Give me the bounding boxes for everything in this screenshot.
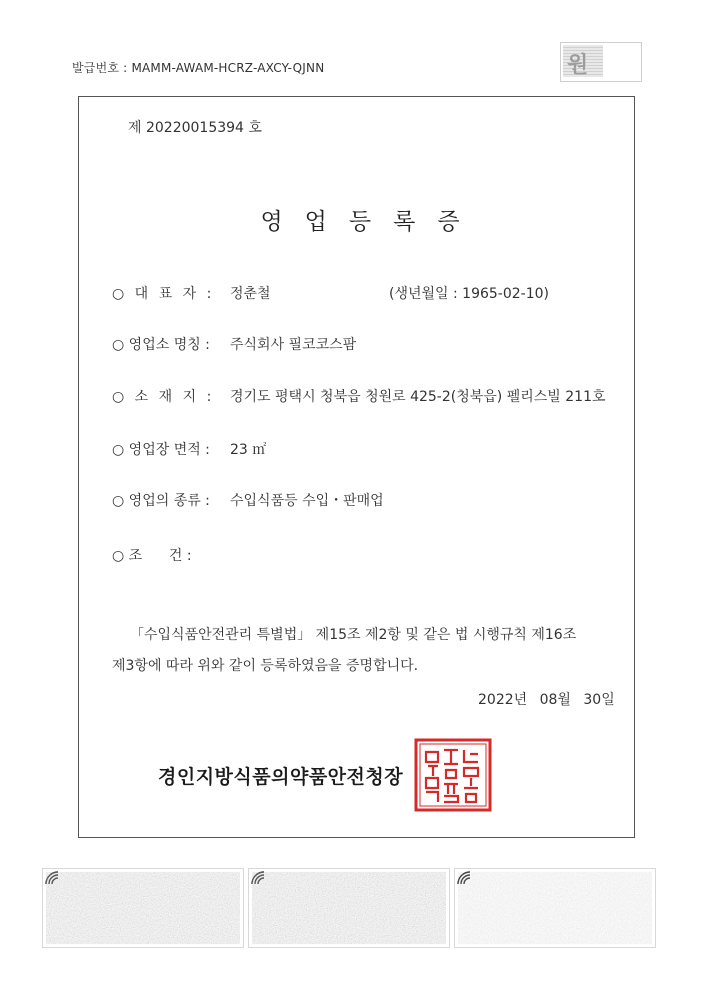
noise-pattern xyxy=(46,872,240,944)
field-label: ○ 조 건 : xyxy=(112,548,192,564)
field-label: ○ 소 재 지 : xyxy=(112,389,215,405)
issuer-name: 경인지방식품의약품안전청장 xyxy=(158,766,404,788)
security-pattern-2 xyxy=(248,868,450,948)
field-label: ○ 영업장 면적 : xyxy=(112,442,210,458)
address-value: 경기도 평택시 청북읍 청원로 425-2(청북읍) 펠리스빌 211호 xyxy=(230,389,606,405)
field-area xyxy=(112,439,267,459)
security-code-box xyxy=(560,42,642,82)
security-pattern-3 xyxy=(454,868,656,948)
field-label: ○ 영업의 종류 : xyxy=(112,493,210,509)
field-value: 주식회사 필코코스팜 xyxy=(230,337,357,353)
noise-pattern xyxy=(458,872,652,944)
field-business-name xyxy=(112,334,357,354)
official-seal-icon xyxy=(414,738,492,812)
registration-number: 제 20220015394 호 xyxy=(128,120,262,136)
certificate-title: 영업등록증 xyxy=(260,209,482,235)
field-value: 수입식품등 수입・판매업 xyxy=(230,493,384,509)
noise-pattern xyxy=(252,872,446,944)
statement-line-1: 「수입식품안전관리 특별법」 제15조 제2항 및 같은 법 시행규칙 제16조 xyxy=(130,627,577,643)
security-pattern-1 xyxy=(42,868,244,948)
field-business-type xyxy=(112,490,384,510)
field-label: ○ 대 표 자 : xyxy=(112,286,215,302)
field-value: 23 ㎡ xyxy=(230,442,267,458)
field-conditions xyxy=(112,545,224,565)
statement-line-2: 제3항에 따라 위와 같이 등록하였음을 증명합니다. xyxy=(112,658,419,674)
issue-date: 2022년 08월 30일 xyxy=(478,692,615,708)
field-representative xyxy=(112,283,271,303)
won-watermark-icon: 원 xyxy=(563,45,603,77)
field-value: 정춘철 xyxy=(230,286,271,302)
field-label: ○ 영업소 명칭 : xyxy=(112,337,210,353)
issuance-number: 발급번호 : MAMM-AWAM-HCRZ-AXCY-QJNN xyxy=(72,61,325,75)
field-location xyxy=(112,386,224,406)
birth-date: (생년월일 : 1965-02-10) xyxy=(389,286,549,302)
